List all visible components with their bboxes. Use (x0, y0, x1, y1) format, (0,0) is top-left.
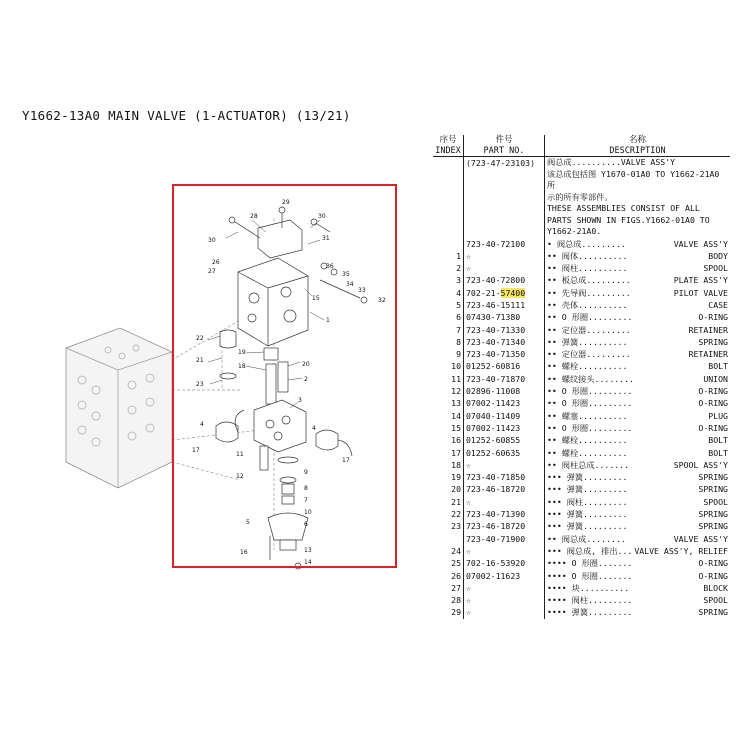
callout-22: 22 (196, 335, 204, 342)
row-index: 2 (433, 262, 464, 274)
row-part-no: 723-40-71350 (464, 348, 545, 360)
callout-13: 13 (304, 547, 312, 554)
row-description (545, 299, 730, 311)
row-name-cn: •• 定位器......... (547, 349, 631, 360)
row-index: 4 (433, 287, 464, 299)
callout-10: 10 (304, 509, 312, 516)
row-name-en: CASE (708, 299, 728, 310)
callout-15: 15 (312, 295, 320, 302)
callout-18: 18 (238, 363, 246, 370)
row-part-no: 07002-11423 (464, 397, 545, 409)
callout-26: 26 (212, 259, 220, 266)
callout-27: 27 (208, 268, 216, 275)
table-row (433, 397, 730, 409)
table-row (433, 373, 730, 385)
row-name-en: UNION (703, 373, 728, 384)
row-description (545, 520, 730, 532)
row-index: 28 (433, 594, 464, 606)
row-index: 3 (433, 274, 464, 286)
row-description (545, 336, 730, 348)
callout-2: 2 (304, 376, 308, 383)
row-name-cn: •• 板总成......... (547, 275, 631, 286)
row-description (545, 274, 730, 286)
row-name-en: SPOOL (703, 595, 728, 606)
row-index: 21 (433, 496, 464, 508)
row-name-en: SPRING (698, 484, 728, 495)
table-row (433, 594, 730, 606)
header-part-no: 件号 PART NO. (464, 135, 545, 157)
row-description (545, 324, 730, 336)
callout-30b: 30 (208, 237, 216, 244)
row-name-en: PILOT VALVE (673, 287, 728, 298)
table-row (433, 385, 730, 397)
row-name-cn: ••• 弹簧......... (547, 509, 628, 520)
row-index: 17 (433, 447, 464, 459)
assembly-note: 阀总成..........VALVE ASS'Y 该总成包括图 Y1670-01A0 TO Y1662-21A0 所 示的所有零部件。 THESE ASSEMBLIES CONSIST OF ALL PARTS SHOWN IN FIGS.Y1662-01A0 TO Y1662-21A0. (547, 157, 720, 236)
table-row (433, 410, 730, 422)
table-row (433, 348, 730, 360)
callout-8: 8 (304, 485, 308, 492)
row-name-en: VALVE ASS'Y (673, 533, 728, 544)
row-index: 9 (433, 348, 464, 360)
row-name-en: SPOOL (703, 496, 728, 507)
highlighted-part-digits: 57400 (500, 287, 526, 298)
row-name-cn: ••• 阀总成, 排出... (547, 545, 633, 556)
callout-12: 12 (236, 473, 244, 480)
row-index (433, 238, 464, 250)
row-index: 16 (433, 434, 464, 446)
table-row (433, 582, 730, 594)
row-name-en: BLOCK (703, 582, 728, 593)
row-name-en: VALVE ASS'Y, RELIEF (634, 545, 728, 556)
callout-6: 6 (304, 521, 308, 528)
row-name-en: O-RING (698, 386, 728, 397)
row-name-en: SPOOL (703, 263, 728, 274)
row-name-en: O-RING (698, 422, 728, 433)
table-row (433, 447, 730, 459)
row-name-cn: ••• 阀柱......... (547, 496, 628, 507)
row-part-no: 07040-11409 (464, 410, 545, 422)
table-row (433, 324, 730, 336)
row-description (545, 570, 730, 582)
row-name-cn: •• 定位器......... (547, 324, 631, 335)
row-name-cn: •••• 阀柱......... (547, 595, 633, 606)
row-index: 1 (433, 250, 464, 262)
table-row (433, 570, 730, 582)
row-index: 24 (433, 545, 464, 557)
assembly-note-row (433, 157, 730, 238)
row-index: 18 (433, 459, 464, 471)
row-description (545, 582, 730, 594)
row-part-no: 723-40-71390 (464, 508, 545, 520)
table-row (433, 520, 730, 532)
row-index: 10 (433, 360, 464, 372)
row-part-no: 02896-11008 (464, 385, 545, 397)
row-part-no: ☆ (464, 496, 545, 508)
callout-4b: 4 (312, 425, 316, 432)
row-part-no: 07002-11423 (464, 422, 545, 434)
row-index: 27 (433, 582, 464, 594)
table-row (433, 471, 730, 483)
row-description (545, 459, 730, 471)
row-description (545, 311, 730, 323)
table-row (433, 262, 730, 274)
table-row (433, 360, 730, 372)
row-part-no: 723-40-71900 (464, 533, 545, 545)
callout-32: 32 (378, 297, 386, 304)
row-name-cn: •• 阀柱.......... (547, 263, 628, 274)
row-part-no: ☆ (464, 459, 545, 471)
callout-4: 4 (200, 421, 204, 428)
row-description (545, 385, 730, 397)
table-row (433, 533, 730, 545)
parts-list-table (433, 135, 730, 619)
row-index: 29 (433, 606, 464, 618)
table-row (433, 557, 730, 569)
row-part-no: ☆ (464, 250, 545, 262)
row-part-no: 723-40-71330 (464, 324, 545, 336)
table-row (433, 336, 730, 348)
row-description (545, 545, 730, 557)
row-part-no: ☆ (464, 606, 545, 618)
row-name-cn: •• 螺塞.......... (547, 410, 628, 421)
row-name-cn: •• 螺纹接头........ (547, 373, 634, 384)
row-part-no: ☆ (464, 545, 545, 557)
callout-35: 35 (342, 271, 350, 278)
table-row (433, 422, 730, 434)
row-index: 6 (433, 311, 464, 323)
row-description (545, 447, 730, 459)
row-index: 25 (433, 557, 464, 569)
row-name-cn: ••• 弹簧......... (547, 521, 628, 532)
row-index (433, 533, 464, 545)
row-index: 22 (433, 508, 464, 520)
row-description (545, 360, 730, 372)
callout-7: 7 (304, 497, 308, 504)
table-row (433, 459, 730, 471)
row-name-en: BOLT (708, 447, 728, 458)
row-name-cn: •• 弹簧.......... (547, 336, 628, 347)
row-name-cn: •• 先导阀......... (547, 287, 631, 298)
callout-17b: 17 (342, 457, 350, 464)
header-index: 序号 INDEX (433, 135, 464, 157)
row-name-en: SPOOL ASS'Y (673, 459, 728, 470)
row-name-cn: ••• 弹簧......... (547, 472, 628, 483)
row-part-no: 702-16-53920 (464, 557, 545, 569)
row-index: 5 (433, 299, 464, 311)
row-name-cn: •• 螺栓.......... (547, 361, 628, 372)
table-row (433, 311, 730, 323)
row-name-cn: •• O 形圈......... (547, 386, 633, 397)
row-part-no: 01252-60635 (464, 447, 545, 459)
callout-9: 9 (304, 469, 308, 476)
row-name-en: O-RING (698, 398, 728, 409)
row-name-en: PLUG (708, 410, 728, 421)
row-name-en: RETAINER (688, 349, 728, 360)
callout-21: 21 (196, 357, 204, 364)
row-name-en: SPRING (698, 521, 728, 532)
row-description (545, 606, 730, 618)
row-index: 7 (433, 324, 464, 336)
row-description (545, 373, 730, 385)
row-description (545, 483, 730, 495)
row-index: 20 (433, 483, 464, 495)
row-description (545, 262, 730, 274)
row-description (545, 594, 730, 606)
row-description (545, 410, 730, 422)
table-row (433, 250, 730, 262)
callout-14: 14 (304, 559, 312, 566)
table-row (433, 274, 730, 286)
row-part-no: 723-40-72800 (464, 274, 545, 286)
row-name-en: SPRING (698, 472, 728, 483)
row-part-no: ☆ (464, 262, 545, 274)
row-description (545, 348, 730, 360)
row-part-no: 723-40-72100 (464, 238, 545, 250)
callout-29: 29 (282, 199, 290, 206)
row-name-cn: •••• O 形圈....... (547, 570, 633, 581)
header-description: 名称 DESCRIPTION (545, 135, 730, 157)
row-part-no: 07430-71380 (464, 311, 545, 323)
row-description (545, 508, 730, 520)
row-name-cn: •• O 形圈......... (547, 312, 633, 323)
row-name-en: O-RING (698, 570, 728, 581)
row-name-en: BOLT (708, 435, 728, 446)
row-index: 19 (433, 471, 464, 483)
table-row (433, 238, 730, 250)
row-description (545, 434, 730, 446)
row-name-cn: •••• 弹簧......... (547, 607, 633, 618)
row-part-no: 07002-11623 (464, 570, 545, 582)
row-name-en: SPRING (698, 607, 728, 618)
table-row (433, 508, 730, 520)
row-description (545, 422, 730, 434)
row-name-cn: •• 阀柱总成....... (547, 459, 630, 470)
callout-17: 17 (192, 447, 200, 454)
callout-16: 16 (240, 549, 248, 556)
callout-11: 11 (236, 451, 244, 458)
table-row (433, 434, 730, 446)
row-name-cn: •• 阀总成........ (547, 533, 626, 544)
row-name-en: O-RING (698, 312, 728, 323)
table-row (433, 496, 730, 508)
row-name-cn: •• 阀体.......... (547, 250, 628, 261)
row-part-no: 723-40-71870 (464, 373, 545, 385)
row-name-cn: •• 螺栓.......... (547, 435, 628, 446)
row-part-no: 723-40-71850 (464, 471, 545, 483)
row-name-en: O-RING (698, 558, 728, 569)
row-index: 23 (433, 520, 464, 532)
row-description (545, 471, 730, 483)
row-part-no: 702-21-57400 (464, 287, 545, 299)
table-row (433, 483, 730, 495)
callout-31: 31 (322, 235, 330, 242)
callout-5: 5 (246, 519, 250, 526)
row-description (545, 238, 730, 250)
row-name-en: BOLT (708, 361, 728, 372)
row-part-no: 723-46-18720 (464, 483, 545, 495)
row-name-cn: •• 螺栓.......... (547, 447, 628, 458)
row-part-no: ☆ (464, 582, 545, 594)
callout-23: 23 (196, 381, 204, 388)
row-name-en: VALVE ASS'Y (673, 238, 728, 249)
callout-20: 20 (302, 361, 310, 368)
callout-1: 1 (326, 317, 330, 324)
row-name-en: SPRING (698, 509, 728, 520)
page-title: Y1662-13A0 MAIN VALVE (1-ACTUATOR) (13/21) (22, 108, 351, 123)
table-row (433, 287, 730, 299)
row-part-no: 723-46-15111 (464, 299, 545, 311)
pilot-valve-highlight-frame (172, 184, 397, 568)
row-description (545, 397, 730, 409)
row-description (545, 287, 730, 299)
callout-3: 3 (298, 397, 302, 404)
row-index: 12 (433, 385, 464, 397)
row-description (545, 250, 730, 262)
row-index: 8 (433, 336, 464, 348)
callout-33: 33 (358, 287, 366, 294)
row-part-no: 723-46-18720 (464, 520, 545, 532)
row-name-cn: •••• O 形圈....... (547, 558, 633, 569)
callout-34: 34 (346, 281, 354, 288)
row-description (545, 557, 730, 569)
table-row (433, 606, 730, 618)
row-name-cn: •• O 形圈......... (547, 422, 633, 433)
row-index: 13 (433, 397, 464, 409)
table-row (433, 545, 730, 557)
row-name-cn: ••• 弹簧......... (547, 484, 628, 495)
row-name-cn: •••• 块.......... (547, 582, 630, 593)
row-description (545, 496, 730, 508)
row-part-no: ☆ (464, 594, 545, 606)
row-index: 14 (433, 410, 464, 422)
row-name-en: PLATE ASS'Y (673, 275, 728, 286)
note-part-no: (723-47-23103) (464, 157, 545, 238)
row-index: 15 (433, 422, 464, 434)
row-description (545, 533, 730, 545)
row-part-no: 01252-60816 (464, 360, 545, 372)
row-name-en: RETAINER (688, 324, 728, 335)
row-name-cn: •• 壳体.......... (547, 299, 628, 310)
row-part-no: 01252-60855 (464, 434, 545, 446)
row-index: 11 (433, 373, 464, 385)
row-index: 26 (433, 570, 464, 582)
row-part-no: 723-40-71340 (464, 336, 545, 348)
callout-30: 30 (318, 213, 326, 220)
callout-28: 28 (250, 213, 258, 220)
row-name-cn: •• O 形圈......... (547, 398, 633, 409)
row-name-en: BODY (708, 250, 728, 261)
callout-19: 19 (238, 349, 246, 356)
row-name-en: SPRING (698, 336, 728, 347)
table-header-row (433, 135, 730, 157)
table-row (433, 299, 730, 311)
row-name-cn: • 阀总成......... (547, 238, 626, 249)
callout-36: 36 (326, 263, 334, 270)
